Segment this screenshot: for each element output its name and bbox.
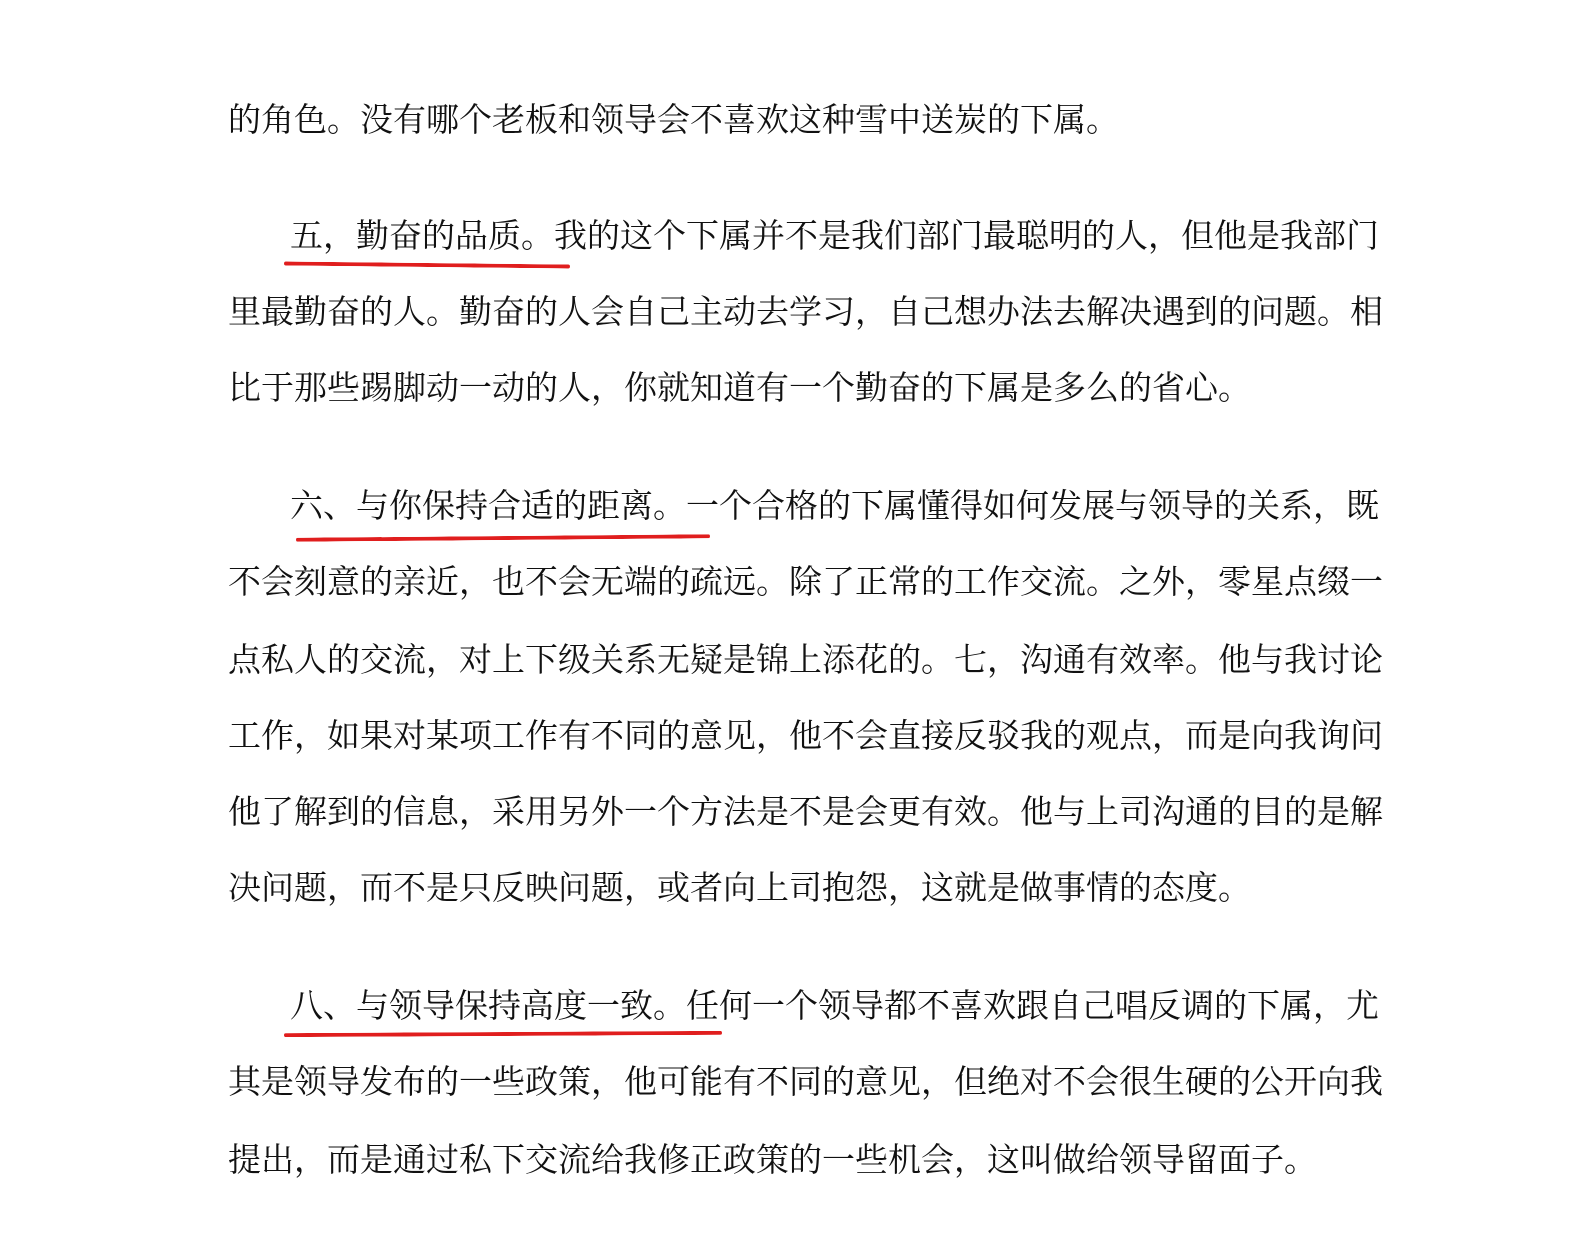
paragraph-line: 点私人的交流，对上下级关系无疑是锦上添花的。七，沟通有效率。他与我讨论 [228,640,1383,679]
red-underline-six [296,534,710,542]
paragraph-line: 的角色。没有哪个老板和领导会不喜欢这种雪中送炭的下属。 [228,100,1119,139]
paragraph-line: 决问题，而不是只反映问题，或者向上司抱怨，这就是做事情的态度。 [228,868,1251,907]
paragraph-line: 他了解到的信息，采用另外一个方法是不是会更有效。他与上司沟通的目的是解 [228,792,1383,831]
paragraph-line: 提出，而是通过私下交流给我修正政策的一些机会，这叫做给领导留面子。 [228,1140,1317,1179]
red-underline-eight [284,1031,722,1037]
paragraph-line: 比于那些踢脚动一动的人，你就知道有一个勤奋的下属是多么的省心。 [228,368,1251,407]
paragraph-line: 工作，如果对某项工作有不同的意见，他不会直接反驳我的观点，而是向我询问 [228,716,1383,755]
paragraph-line: 其是领导发布的一些政策，他可能有不同的意见，但绝对不会很生硬的公开向我 [228,1062,1383,1101]
heading-six-line: 六、与你保持合适的距离。一个合格的下属懂得如何发展与领导的关系，既 [290,486,1379,525]
paragraph-line: 里最勤奋的人。勤奋的人会自己主动去学习，自己想办法去解决遇到的问题。相 [228,292,1383,331]
heading-five-line: 五，勤奋的品质。我的这个下属并不是我们部门最聪明的人，但他是我部门 [290,216,1379,255]
paragraph-line: 不会刻意的亲近，也不会无端的疏远。除了正常的工作交流。之外，零星点缀一 [228,562,1383,601]
red-underline-five [284,262,570,269]
heading-eight-line: 八、与领导保持高度一致。任何一个领导都不喜欢跟自己唱反调的下属，尤 [290,986,1379,1025]
